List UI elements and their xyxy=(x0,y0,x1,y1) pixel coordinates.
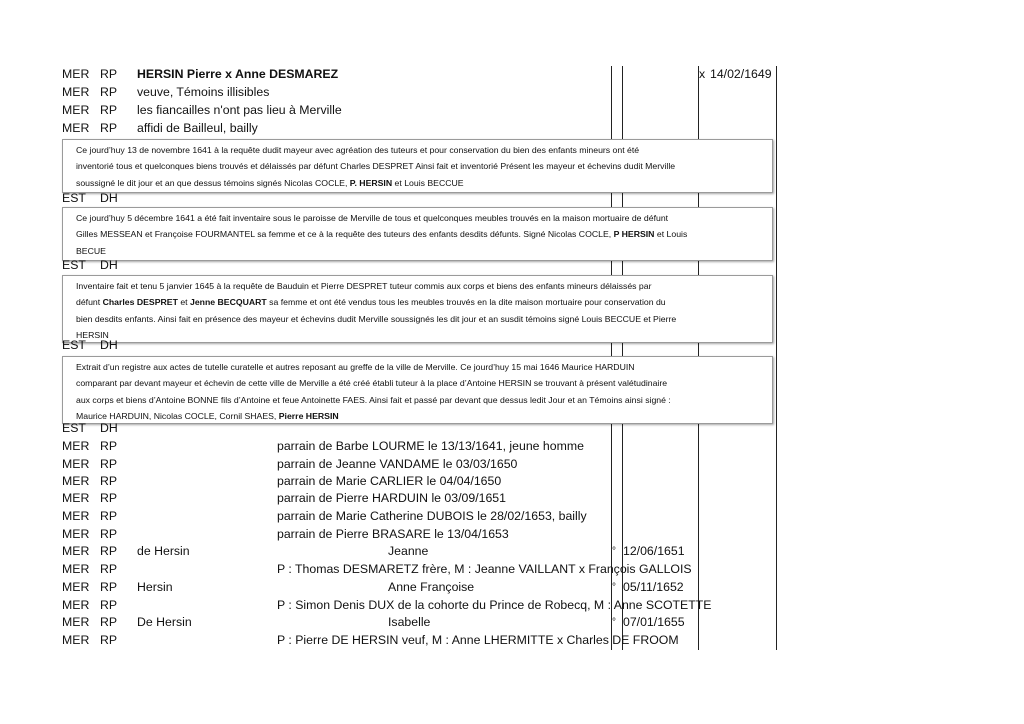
family-name: de Hersin xyxy=(137,544,190,558)
source-code: RP xyxy=(100,67,118,81)
source-code: RP xyxy=(100,562,118,576)
child-name: Jeanne xyxy=(388,544,429,558)
archive-code: MER xyxy=(62,474,90,488)
archive-code: MER xyxy=(62,580,90,594)
source-code: RP xyxy=(100,580,118,594)
godparents-text: P : Thomas DESMARETZ frère, M : Jeanne VAILLANT x François GALLOIS xyxy=(277,562,692,576)
entry-date: 14/02/1649 xyxy=(710,67,772,81)
archive-code: EST xyxy=(62,191,86,205)
family-name: Hersin xyxy=(137,580,173,594)
column-divider xyxy=(776,66,777,650)
note-box xyxy=(62,275,773,343)
source-code: RP xyxy=(100,103,118,117)
marriage-mark: x xyxy=(699,67,706,81)
source-code: DH xyxy=(100,258,118,272)
note-line: Ce jourd’huy 5 décembre 1641 a été fait inventaire sous le paroisse de Merville de tous et quelconques meubles trouvés en la maison mortuaire de défunt xyxy=(76,213,669,223)
archive-code: MER xyxy=(62,562,90,576)
godparent-text: parrain de Marie Catherine DUBOIS le 28/02/1653, bailly xyxy=(277,509,587,523)
godparent-text: parrain de Pierre BRASARE le 13/04/1653 xyxy=(277,527,509,541)
child-name: Isabelle xyxy=(388,615,431,629)
archive-code: EST xyxy=(62,338,86,352)
archive-code: MER xyxy=(62,103,90,117)
child-name: Anne Françoise xyxy=(388,580,475,594)
source-code: RP xyxy=(100,544,118,558)
birth-date: 12/06/1651 xyxy=(623,544,685,558)
archive-code: MER xyxy=(62,544,90,558)
archive-code: MER xyxy=(62,633,90,647)
archive-code: MER xyxy=(62,509,90,523)
source-code: RP xyxy=(100,85,118,99)
godparent-text: parrain de Jeanne VANDAME le 03/03/1650 xyxy=(277,457,518,471)
entry-text: les fiancailles n'ont pas lieu à Merville xyxy=(137,103,342,117)
entry-text: affidi de Bailleul, bailly xyxy=(137,121,258,135)
note-line: Ce jourd’huy 13 de novembre 1641 à la requête dudit mayeur avec agréation des tuteurs et pour conservation du bien des enfants mineurs ont été xyxy=(76,145,640,155)
source-code: RP xyxy=(100,439,118,453)
source-code: RP xyxy=(100,615,118,629)
archive-code: MER xyxy=(62,615,90,629)
family-name: De Hersin xyxy=(137,615,192,629)
source-code: RP xyxy=(100,491,118,505)
note-box xyxy=(62,139,773,193)
note-line: comparant par devant mayeur et échevin de cette ville de Merville a été créé établi tuteur à la place d’Antoine HERSIN se trouvant à présent valétudinaire xyxy=(76,378,668,389)
archive-code: MER xyxy=(62,457,90,471)
godparents-text: P : Pierre DE HERSIN veuf, M : Anne LHERMITTE x Charles DE FROOM xyxy=(277,633,679,647)
note-line: Extrait d’un registre aux actes de tutelle curatelle et autres reposant au greffe de la ville de Merville. Ce jourd’huy 15 mai 1646 Maurice HARDUIN xyxy=(76,362,635,372)
source-code: DH xyxy=(100,421,118,435)
source-code: RP xyxy=(100,474,118,488)
note-line: Inventaire fait et tenu 5 janvier 1645 à la requête de Bauduin et Pierre DESPRET tuteur commis aux corps et biens des enfants mineurs délaissés par xyxy=(76,281,652,291)
godparents-text: P : Simon Denis DUX de la cohorte du Prince de Robecq, M : Anne SCOTETTE xyxy=(277,598,712,612)
source-code: RP xyxy=(100,509,118,523)
archive-code: MER xyxy=(62,439,90,453)
entry-title: HERSIN Pierre x Anne DESMAREZ xyxy=(137,67,339,81)
source-code: RP xyxy=(100,633,118,647)
note-line: BECUE xyxy=(76,245,106,256)
source-code: RP xyxy=(100,457,118,471)
archive-code: MER xyxy=(62,85,90,99)
godparent-text: parrain de Barbe LOURME le 13/13/1641, jeune homme xyxy=(277,439,584,453)
archive-code: EST xyxy=(62,258,86,272)
birth-date: 07/01/1655 xyxy=(623,615,685,629)
birth-mark: ° xyxy=(612,617,616,628)
birth-date: 05/11/1652 xyxy=(623,580,684,594)
birth-mark: ° xyxy=(612,582,616,593)
archive-code: MER xyxy=(62,527,90,541)
note-line: aux corps et biens d’Antoine BONNE fils d’Antoine et feue Antoinette FAES. Ainsi fait et passé par devant que dessus ledit Jour et an Témoins ainsi signé : xyxy=(76,394,671,405)
source-code: RP xyxy=(100,598,118,612)
note-line: bien desdits enfants. Ainsi fait en présence des mayeur et échevins dudit Merville soussignés les dit jour et an susdit témoins signé Louis BECCUE et Pierre xyxy=(76,313,677,324)
archive-code: MER xyxy=(62,598,90,612)
archive-code: MER xyxy=(62,491,90,505)
entry-text: veuve, Témoins illisibles xyxy=(137,85,270,99)
note-line: inventorié tous et quelconques biens trouvés et délaissés par défunt Charles DESPRET Ainsi fait et inventorié Présent les mayeur et échevins dudit Merville xyxy=(76,161,676,172)
source-code: RP xyxy=(100,527,118,541)
godparent-text: parrain de Pierre HARDUIN le 03/09/1651 xyxy=(277,491,506,505)
archive-code: MER xyxy=(62,67,90,81)
source-code: DH xyxy=(100,338,118,352)
note-box xyxy=(62,207,773,261)
note-line: HERSIN xyxy=(76,329,109,340)
birth-mark: ° xyxy=(612,546,616,557)
note-line: soussigné le dit jour et an que dessus témoins signés Nicolas COCLE, P. HERSIN et Louis BECCUE xyxy=(76,177,464,188)
note-box xyxy=(62,356,773,424)
godparent-text: parrain de Marie CARLIER le 04/04/1650 xyxy=(277,474,502,488)
source-code: RP xyxy=(100,121,118,135)
note-line: Maurice HARDUIN, Nicolas COCLE, Cornil SHAES, Pierre HERSIN xyxy=(76,410,339,421)
archive-code: MER xyxy=(62,121,90,135)
note-line: Gilles MESSEAN et Françoise FOURMANTEL sa femme et ce à la requête des tuteurs des enfants desdits défunts. Signé Nicolas COCLE, P HERSIN et Louis xyxy=(76,229,688,240)
note-line: défunt Charles DESPRET et Jenne BECQUART sa femme et ont été vendus tous les meubles trouvés en la dite maison mortuaire pour conservation du xyxy=(76,297,666,308)
source-code: DH xyxy=(100,191,118,205)
archive-code: EST xyxy=(62,421,86,435)
